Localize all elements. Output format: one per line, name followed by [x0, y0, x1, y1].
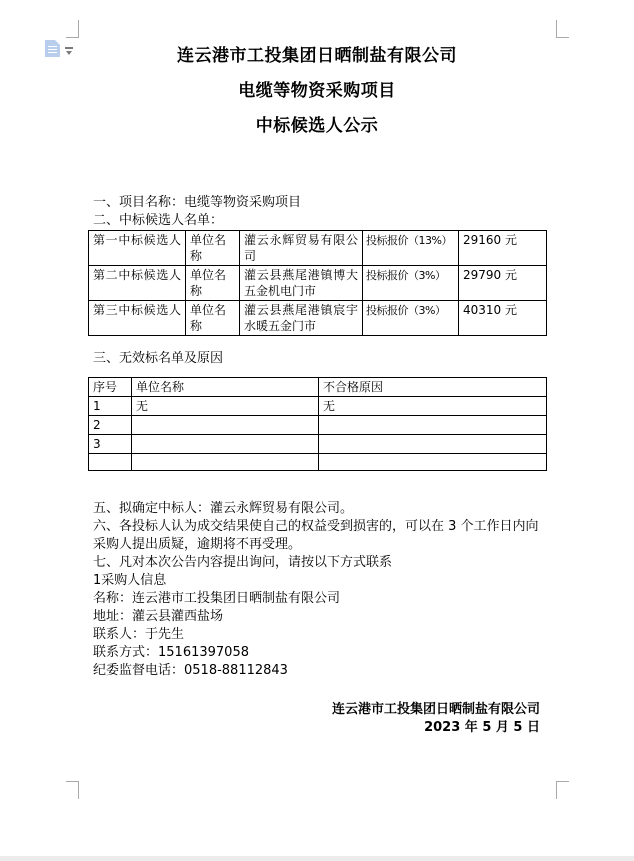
margin-crop-mark-top-left	[66, 20, 79, 38]
candidate-rank: 第三中标候选人	[89, 301, 186, 336]
table-row	[89, 266, 547, 301]
seq-cell	[89, 454, 132, 471]
section-7-contact-heading: 七、凡对本次公告内容提出询问，请按以下方式联系	[93, 555, 393, 570]
column-header-seq: 序号	[89, 378, 132, 397]
buyer-address: 地址：灌云县灌西盐场	[93, 609, 224, 624]
bid-price-label: 投标报价（3%）	[363, 266, 459, 301]
candidate-company: 灌云县燕尾港镇博大五金机电门市	[240, 266, 363, 301]
table-header-row	[89, 378, 547, 397]
column-header-unit: 单位名称	[132, 378, 319, 397]
text-lines-icon	[48, 46, 57, 54]
doc-title-project: 电缆等物资采购项目	[238, 81, 396, 101]
seq-cell: 3	[89, 435, 132, 454]
unit-cell	[132, 416, 319, 435]
seq-cell: 1	[89, 397, 132, 416]
column-header-reason: 不合格原因	[319, 378, 547, 397]
doc-title-announcement: 中标候选人公示	[255, 116, 379, 136]
seq-cell: 2	[89, 416, 132, 435]
buyer-name: 名称：连云港市工投集团日晒制盐有限公司	[93, 591, 341, 606]
document-page	[88, 48, 546, 737]
unit-cell	[132, 454, 319, 471]
unit-name-label: 单位名称	[186, 301, 240, 336]
page-fold-icon	[55, 40, 60, 45]
candidate-company: 灌云县燕尾港镇宸宇水暖五金门市	[240, 301, 363, 336]
table-row	[89, 397, 547, 416]
margin-crop-mark-bottom-right	[556, 781, 569, 799]
bid-price-label: 投标报价（3%）	[363, 301, 459, 336]
table-row	[89, 416, 547, 435]
section-5-winner: 五、拟确定中标人：灌云永辉贸易有限公司。	[93, 501, 354, 516]
reason-cell	[319, 435, 547, 454]
candidates-table	[88, 230, 547, 336]
margin-crop-mark-bottom-left	[66, 781, 79, 799]
candidate-rank: 第一中标候选人	[89, 231, 186, 266]
table-row	[89, 231, 547, 266]
unit-name-label: 单位名称	[186, 231, 240, 266]
section-6-objection-notice: 六、各投标人认为成交结果使自己的权益受到损害的，可以在 3 个工作日内向采购人提出质疑，逾期将不再受理。	[93, 519, 539, 552]
paste-options-button[interactable]	[44, 39, 76, 59]
invalid-bids-table	[88, 377, 547, 471]
chevron-down-icon[interactable]	[65, 47, 73, 49]
signature-company: 连云港市工投集团日晒制盐有限公司	[331, 702, 540, 717]
section-1-project-name: 一、项目名称：电缆等物资采购项目	[93, 195, 302, 210]
discipline-supervision-phone: 纪委监督电话：0518-88112843	[93, 663, 288, 678]
bid-price-value: 29790 元	[459, 266, 547, 301]
signature-date: 2023 年 5 月 5 日	[424, 720, 540, 735]
paste-options-icon	[45, 40, 60, 57]
reason-cell	[319, 416, 547, 435]
table-row	[89, 435, 547, 454]
section-3-invalid-bids-heading: 三、无效标名单及原因	[93, 351, 224, 366]
page-bottom-edge	[0, 856, 634, 861]
candidate-rank: 第二中标候选人	[89, 266, 186, 301]
buyer-phone: 联系方式：15161397058	[93, 645, 249, 660]
table-row	[89, 454, 547, 471]
chevron-down-icon[interactable]	[66, 51, 72, 58]
reason-cell: 无	[319, 397, 547, 416]
bid-price-value: 40310 元	[459, 301, 547, 336]
buyer-contact-person: 联系人：于先生	[93, 627, 185, 642]
bid-price-label: 投标报价（13%）	[363, 231, 459, 266]
unit-cell	[132, 435, 319, 454]
bid-price-value: 29160 元	[459, 231, 547, 266]
unit-name-label: 单位名称	[186, 266, 240, 301]
reason-cell	[319, 454, 547, 471]
signature-block	[88, 701, 546, 737]
section-2-candidates-heading: 二、中标候选人名单：	[93, 213, 224, 228]
table-row	[89, 301, 547, 336]
unit-cell: 无	[132, 397, 319, 416]
candidate-company: 灌云永辉贸易有限公司	[240, 231, 363, 266]
margin-crop-mark-top-right	[556, 20, 569, 38]
buyer-info-heading: 1采购人信息	[93, 573, 167, 588]
doc-title-company: 连云港市工投集团日晒制盐有限公司	[177, 46, 457, 66]
